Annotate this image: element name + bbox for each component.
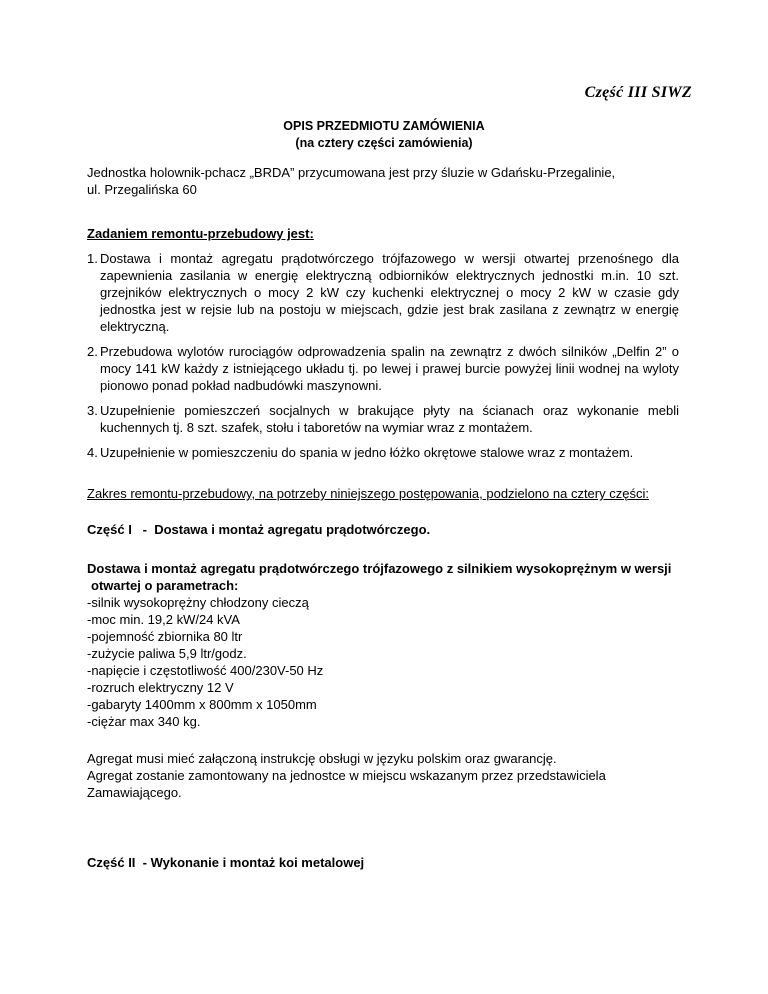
tasks-heading: Zadaniem remontu-przebudowy jest: [87, 226, 314, 241]
parameter-item: -zużycie paliwa 5,9 ltr/godz. [87, 646, 247, 661]
list-item [87, 444, 679, 461]
scope-heading: Zakres remontu-przebudowy, na potrzeby niniejszego postępowania, podzielono na cztery części: [87, 486, 649, 501]
list-item [87, 402, 679, 436]
tasks-list [87, 250, 679, 461]
parameter-item: -rozruch elektryczny 12 V [87, 680, 234, 695]
list-item-text: Uzupełnienie pomieszczeń socjalnych w brakujące płyty na ścianach oraz wykonanie mebli kuchennych tj. 8 szt. szafek, stołu i taboretów na wymiar wraz z montażem. [100, 403, 679, 435]
document-body [87, 164, 679, 871]
note-line-2: Agregat zostanie zamontowany na jednostce w miejscu wskazanym przez przedstawiciela Zamawiającego. [87, 768, 606, 800]
list-item-number: 1. [87, 251, 98, 266]
parameter-item: -gabaryty 1400mm x 800mm x 1050mm [87, 697, 317, 712]
parameter-item: -silnik wysokoprężny chłodzony cieczą [87, 595, 309, 610]
list-item-number: 3. [87, 403, 98, 418]
document-title [0, 118, 768, 152]
parameter-item: -pojemność zbiornika 80 ltr [87, 629, 243, 644]
intro-line-2: ul. Przegalińska 60 [87, 182, 197, 197]
parameter-item: -moc min. 19,2 kW/24 kVA [87, 612, 240, 627]
list-item-number: 2. [87, 344, 98, 359]
note-line-1: Agregat musi mieć załączoną instrukcję obsługi w języku polskim oraz gwarancję. [87, 751, 557, 766]
intro-line-1: Jednostka holownik-pchacz „BRDA” przycumowana jest przy śluzie w Gdańsku-Przegalinie, [87, 165, 616, 180]
parameters-list [87, 594, 679, 730]
list-item-text: Przebudowa wylotów rurociągów odprowadzenia spalin na zewnątrz z dwóch silników „Delfin 2” o mocy 141 kW każdy z istniejącego układu tj. po lewej i prawej burcie powyżej linii wodnej na wyloty pionowo ponad pokład nadbudówki maszynowni. [100, 344, 679, 393]
title-line-2: (na cztery części zamówienia) [295, 136, 473, 150]
part-1-note [87, 750, 679, 801]
part-2-title: Część II - Wykonanie i montaż koi metalowej [87, 855, 365, 870]
list-item [87, 343, 679, 394]
parameter-item: -napięcie i częstotliwość 400/230V-50 Hz [87, 663, 324, 678]
list-item-text: Uzupełnienie w pomieszczeniu do spania w jedno łóżko okrętowe stalowe wraz z montażem. [100, 445, 634, 460]
list-item-text: Dostawa i montaż agregatu prądotwórczego trójfazowego w wersji otwartej przenośnego dla zapewnienia zasilania w energię elektryczną odbiorników elektrycznych jednostki m.in. 10 szt. grzejników elektrycznych o mocy 2 kW czy kuchenki elektrycznej o mocy 2 kW w czasie gdy jednostka jest w rejsie lub na postoju w miejscach, gdzie jest brak zasilana z zewnątrz w energię elektryczną. [100, 251, 679, 334]
list-item [87, 250, 679, 335]
intro-paragraph [87, 164, 679, 198]
part-1-description: Dostawa i montaż agregatu prądotwórczego trójfazowego z silnikiem wysokoprężnym w wersji otwartej o parametrach: [87, 561, 672, 593]
title-line-1: OPIS PRZEDMIOTU ZAMÓWIENIA [283, 119, 485, 133]
part-label: Część III SIWZ [584, 84, 692, 101]
list-item-number: 4. [87, 445, 98, 460]
parameter-item: -ciężar max 340 kg. [87, 714, 201, 729]
part-1-title: Część I - Dostawa i montaż agregatu prądotwórczego. [87, 522, 431, 537]
